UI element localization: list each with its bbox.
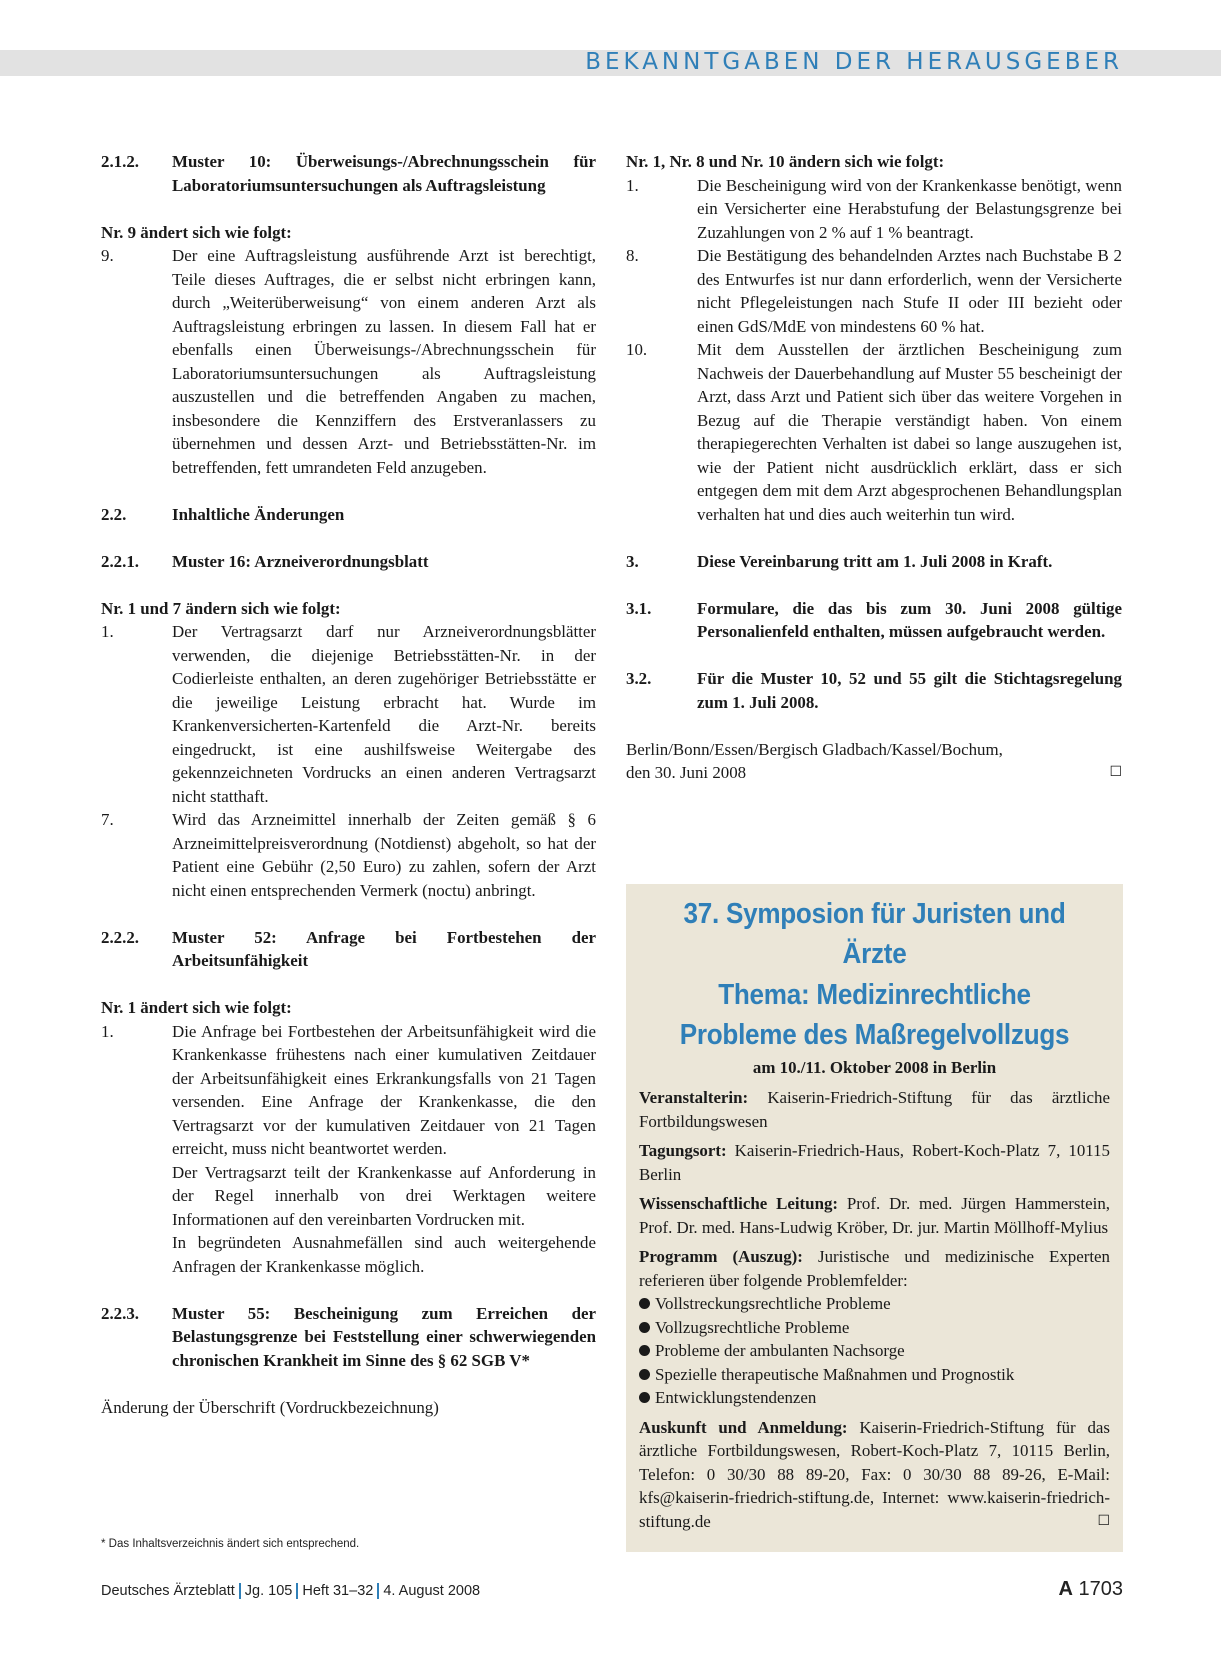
list-item: 1. Der Vertragsarzt darf nur Arzneiverordnungsblätter verwenden, die diejenige Betriebsstätten-Nr. in der Codierleiste enthalten, an deren zugehöriger Betriebsstätte er die jeweilige Leistung erbracht hat. Wurde im Krankenversicherten-Kartenfeld die Arzt-Nr. bereits eingedruckt, ist eine aushilfsweise Weitergabe des gekennzeichneten Vordrucks an einen anderen Vertragsarzt nicht statthaft. (101, 622, 596, 806)
bullet-icon (639, 1322, 650, 1333)
change-note: Nr. 1 und 7 ändern sich wie folgt: (101, 598, 341, 618)
heading-2-2-2: 2.2.2. Muster 52: Anfrage bei Fortbestehen der Arbeitsunfähigkeit (101, 927, 596, 970)
list-item: 8. Die Bestätigung des behandelnden Arztes nach Buchstabe B 2 des Entwurfes ist nur dann erforderlich, wenn der Versicherte nicht Pflegeleistungen nach Stufe II oder III bezieht oder einen GdS/MdE von mindestens 60 % hat. (626, 246, 1122, 336)
separator (296, 1583, 298, 1599)
signature-date: den 30. Juni 2008 ☐ (626, 761, 1122, 785)
heading-3: 3. Diese Vereinbarung tritt am 1. Juli 2008 in Kraft. (626, 551, 1053, 571)
announcement-subtitle: Thema: Medizinrechtliche (718, 979, 1031, 1011)
scientific-lead: Wissenschaftliche Leitung: Prof. Dr. med. Jürgen Hammerstein, Prof. Dr. med. Hans-Ludwig Kröber, Dr. jur. Martin Möllhoff-Mylius (639, 1194, 1110, 1237)
heading-2-2-3: 2.2.3. Muster 55: Bescheinigung zum Erreichen der Belastungsgrenze bei Feststellung einer schwerwiegenden chronischen Krankheit im Sinne des § 62 SGB V* (101, 1303, 596, 1370)
list-item: Probleme der ambulanten Nachsorge (639, 1339, 1110, 1363)
organizer: Veranstalterin: Kaiserin-Friedrich-Stiftung für das ärztliche Fortbildungswesen (639, 1088, 1110, 1131)
left-column (101, 150, 596, 1419)
heading-2-2-1: 2.2.1. Muster 16: Arzneiverordnungsblatt (101, 551, 429, 571)
change-note: Nr. 1 ändert sich wie folgt: (101, 998, 292, 1017)
paragraph: Änderung der Überschrift (Vordruckbezeichnung) (101, 1397, 439, 1417)
venue: Tagungsort: Kaiserin-Friedrich-Haus, Robert-Koch-Platz 7, 10115 Berlin (639, 1141, 1110, 1184)
signature-place: Berlin/Bonn/Essen/Bergisch Gladbach/Kassel/Bochum, (626, 739, 1003, 759)
list-item: Spezielle therapeutische Maßnahmen und Prognostik (639, 1363, 1110, 1387)
contact: Auskunft und Anmeldung: Kaiserin-Friedrich-Stiftung für das ärztliche Fortbildungswesen, Robert-Koch-Platz 7, 10115 Berlin, Telefon: 0 30/30 88 89-20, Fax: 0 30/30 88 89-26, E-Mail: kfs@kaiserin-friedrich-stiftung.de, Internet: www.kaiserin-friedrich-stiftung.de ☐ (639, 1416, 1110, 1534)
heading-2-1-2: 2.1.2. Muster 10: Überweisungs-/Abrechnungsschein für Laboratoriumsuntersuchungen als Auftragsleistung (101, 152, 596, 195)
list-item: 1. Die Bescheinigung wird von der Krankenkasse benötigt, wenn ein Versicherter eine Herabstufung der Belastungsgrenze bei Zuzahlungen von 2 % auf 1 % beantragt. (626, 175, 1122, 242)
list-item: 10. Mit dem Ausstellen der ärztlichen Bescheinigung zum Nachweis der Dauerbehandlung auf Muster 55 bescheinigt der Arzt, dass Arzt und Patient sich über das weitere Vorgehen in Bezug auf die Therapie verständigt haben. Von einem therapiegerechten Verhalten ist dabei so lange auszugehen ist, wie der Patient nicht ausdrücklich erklärt, dass er sich entgegen dem mit dem Arzt abgesprochenen Behandlungsplan verhalten hat und dies auch weiterhin tun wird. (626, 340, 1122, 524)
bullet-icon (639, 1392, 650, 1403)
list-item: Entwicklungstendenzen (639, 1386, 1110, 1410)
list-item: 7. Wird das Arzneimittel innerhalb der Zeiten gemäß § 6 Arzneimittelpreisverordnung (Notdienst) abgeholt, so hat der Patient eine Gebühr (2,50 Euro) zu zahlen, sofern der Arzt nicht einen entsprechenden Vermerk (noctu) anbringt. (101, 810, 596, 900)
footer: Deutsches Ärzteblatt Jg. 105 Heft 31–32 4. August 2008 (101, 1583, 481, 1599)
item-paragraph: In begründeten Ausnahmefällen sind auch weitergehende Anfragen der Krankenkasse möglich. (172, 1233, 596, 1276)
bullet-icon (639, 1369, 650, 1380)
list-item: 9. Der eine Auftragsleistung ausführende Arzt ist berechtigt, Teile dieses Auftrages, die er selbst nicht erbringen kann, durch „Weiterüberweisung“ von einem anderen Arzt als Auftragsleistung erbringen zu lassen. In diesem Fall hat er ebenfalls einen Überweisungs-/Abrechnungsschein für Laboratoriumsuntersuchungen als Auftragsleistung auszustellen und die betreffenden Angaben zu machen, insbesondere die Kennziffern des Erstveranlassers zu übernehmen und dessen Arzt- und Betriebsstätten-Nr. im betreffenden, fett umrandeten Feld anzugeben. (101, 246, 596, 477)
announcement-title: 37. Symposion für Juristen und Ärzte (683, 898, 1066, 970)
section-header: BEKANNTGABEN DER HERAUSGEBER (585, 49, 1123, 75)
separator (377, 1583, 379, 1599)
item-paragraph: Die Anfrage bei Fortbestehen der Arbeitsunfähigkeit wird die Krankenkasse frühestens nach einer kumulativen Zeitdauer der Arbeitsunfähigkeit eines Erkrankungsfalls von 21 Tagen versenden. Eine Anfrage der Krankenkasse, die den Vertragsarzt vor der kumulativen Zeitdauer von 21 Tagen erreicht, muss nicht beantwortet werden. (172, 1021, 596, 1158)
announcement-subtitle: Probleme des Maßregelvollzugs (679, 1019, 1070, 1051)
heading-2-2: 2.2. Inhaltliche Änderungen (101, 504, 345, 524)
footnote: * Das Inhaltsverzeichnis ändert sich entsprechend. (101, 1538, 360, 1550)
list-item: Vollzugsrechtliche Probleme (639, 1316, 1110, 1340)
end-mark-icon: ☐ (1109, 764, 1122, 780)
separator (239, 1583, 241, 1599)
end-mark-icon: ☐ (1097, 1512, 1110, 1529)
announcement-date: am 10./11. Oktober 2008 in Berlin (752, 1058, 997, 1077)
heading-3-2: 3.2. Für die Muster 10, 52 und 55 gilt die Stichtagsregelung zum 1. Juli 2008. (626, 669, 1122, 712)
page-number: A 1703 (1058, 1578, 1123, 1600)
symposium-announcement (626, 884, 1123, 1552)
list-item: Vollstreckungsrechtliche Probleme (639, 1292, 1110, 1316)
change-note: Nr. 9 ändert sich wie folgt: (101, 222, 292, 242)
bullet-icon (639, 1298, 650, 1309)
heading-3-1: 3.1. Formulare, die das bis zum 30. Juni 2008 gültige Personalienfeld enthalten, müssen aufgebraucht werden. (626, 598, 1122, 641)
item-paragraph: Der Vertragsarzt teilt der Krankenkasse auf Anforderung in der Regel innerhalb von drei Werktagen weitere Informationen auf den vereinbarten Vordrucken mit. (172, 1162, 596, 1229)
bullet-icon (639, 1345, 650, 1356)
list-item: 1. Die Anfrage bei Fortbestehen der Arbeitsunfähigkeit wird die Krankenkasse frühestens nach einer kumulativen Zeitdauer der Arbeitsunfähigkeit eines Erkrankungsfalls von 21 Tagen versenden. Eine Anfrage der Krankenkasse, die den Vertragsarzt vor der kumulativen Zeitdauer von 21 Tagen erreicht, muss nicht beantwortet werden. Der Vertragsarzt teilt der Krankenkasse auf Anforderung in der Regel innerhalb von drei Werktagen weitere Informationen auf den vereinbarten Vordrucken mit. In begründeten Ausnahmefällen sind auch weitergehende Anfragen der Krankenkasse möglich. (101, 1020, 596, 1279)
program: Programm (Auszug): Juristische und medizinische Experten referieren über folgende Problemfelder: (639, 1247, 1110, 1290)
change-note: Nr. 1, Nr. 8 und Nr. 10 ändern sich wie folgt: (626, 152, 945, 171)
right-column (626, 150, 1122, 785)
